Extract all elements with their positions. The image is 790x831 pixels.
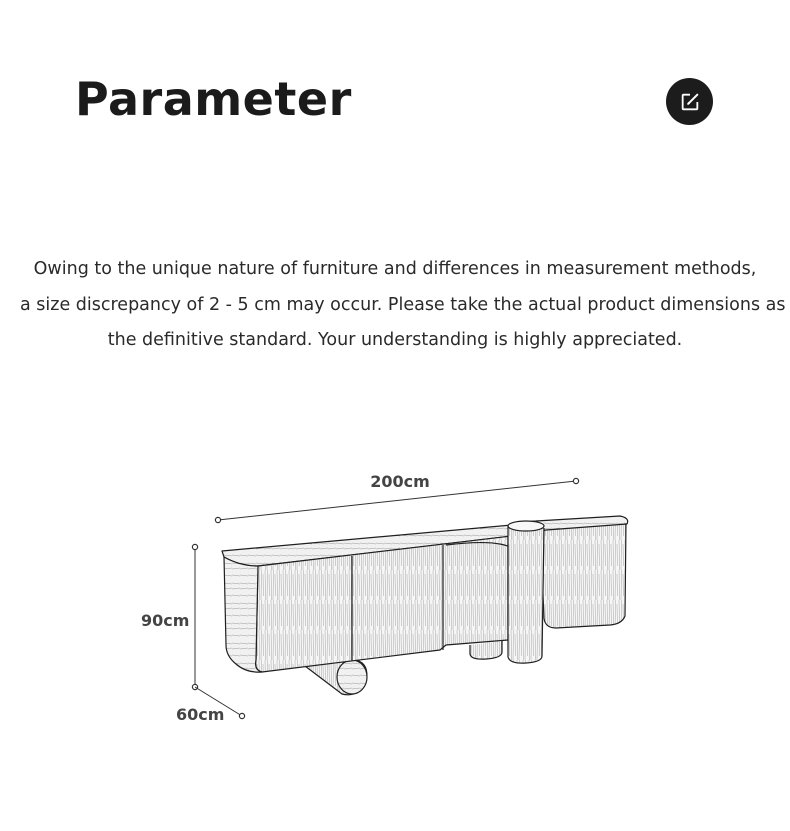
product-dimension-diagram — [0, 440, 790, 740]
measurement-notice — [20, 252, 786, 359]
width-label: 200cm — [370, 472, 430, 491]
depth-dimension — [176, 687, 245, 724]
page-title: Parameter — [75, 72, 352, 126]
sideboard-illustration — [222, 516, 628, 695]
depth-label: 60cm — [176, 705, 225, 724]
edit-button[interactable] — [666, 78, 713, 125]
edit-square-icon — [679, 91, 701, 113]
notice-line: Owing to the unique nature of furniture and differences in measurement methods, — [33, 259, 757, 279]
notice-line: the definitive standard. Your understanding is highly appreciated. — [107, 330, 683, 350]
height-label: 90cm — [141, 611, 190, 630]
width-dimension — [215, 472, 578, 523]
height-dimension — [141, 544, 198, 689]
notice-line: a size discrepancy of 2 - 5 cm may occur. Please take the actual product dimensions as — [20, 294, 786, 315]
